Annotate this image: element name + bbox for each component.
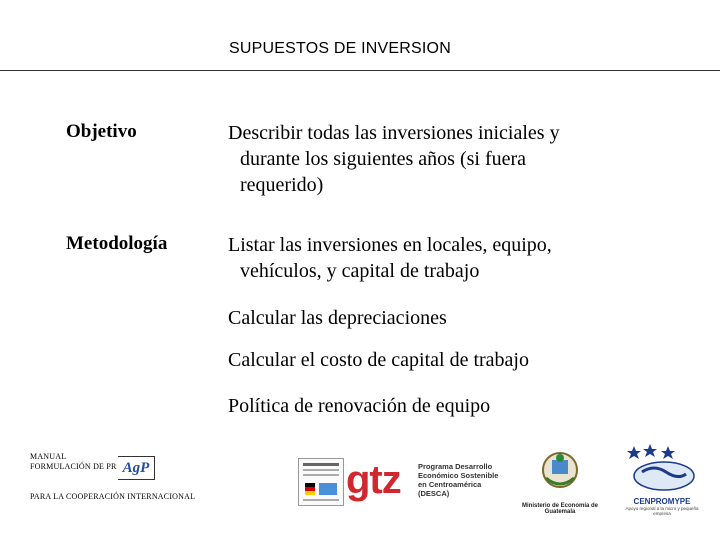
guatemala-ministry-logo xyxy=(522,448,599,515)
bullet-renovacion: Política de renovación de equipo xyxy=(228,395,491,417)
cenpromype-subcaption: Apoyo regional a la micro y pequeña empresa xyxy=(625,506,699,516)
desca-line-4: (DESCA) xyxy=(418,489,450,498)
ministry-caption: Ministerio de Economía de Guatemala xyxy=(522,503,599,515)
footer-line-formulacion: FORMULACIÓN DE PR xyxy=(30,462,117,471)
footer-line-manual: MANUAL xyxy=(30,452,67,461)
page-title: SUPUESTOS DE INVERSION xyxy=(229,40,451,57)
desca-logo-text xyxy=(418,462,528,498)
metodologia-text xyxy=(228,232,668,284)
cenpromype-caption: CENPROMYPE xyxy=(633,497,691,506)
label-objetivo: Objetivo xyxy=(66,121,137,142)
desca-line-3: en Centroamérica xyxy=(418,480,482,489)
partner-logos xyxy=(290,440,710,516)
objetivo-text xyxy=(228,120,668,198)
metodologia-line-2: vehículos, y capital de trabajo xyxy=(240,260,480,282)
objetivo-line-2: durante los siguientes años (si fuera xyxy=(240,148,527,170)
cenpromype-logo xyxy=(620,442,704,516)
manual-footer xyxy=(30,452,220,512)
guatemala-coat-of-arms-icon xyxy=(522,448,598,498)
gtz-logo: gtz xyxy=(346,458,401,502)
desca-line-1: Programa Desarrollo xyxy=(418,462,493,471)
german-cooperation-logo xyxy=(298,458,344,506)
agp-logo: AgP xyxy=(118,456,155,480)
bullet-depreciaciones: Calcular las depreciaciones xyxy=(228,307,447,329)
metodologia-line-1: Listar las inversiones en locales, equipo, xyxy=(228,234,552,256)
objetivo-line-3: requerido) xyxy=(240,174,324,196)
bullet-costo-capital: Calcular el costo de capital de trabajo xyxy=(228,349,529,371)
objetivo-line-1: Describir todas las inversiones iniciales y xyxy=(228,122,560,144)
desca-line-2: Económico Sostenible xyxy=(418,471,499,480)
title-divider xyxy=(0,70,720,71)
footer-line-cooperacion: PARA LA COOPERACIÓN INTERNACIONAL xyxy=(30,492,196,501)
label-metodologia: Metodología xyxy=(66,233,168,254)
cenpromype-map-icon xyxy=(620,442,704,492)
